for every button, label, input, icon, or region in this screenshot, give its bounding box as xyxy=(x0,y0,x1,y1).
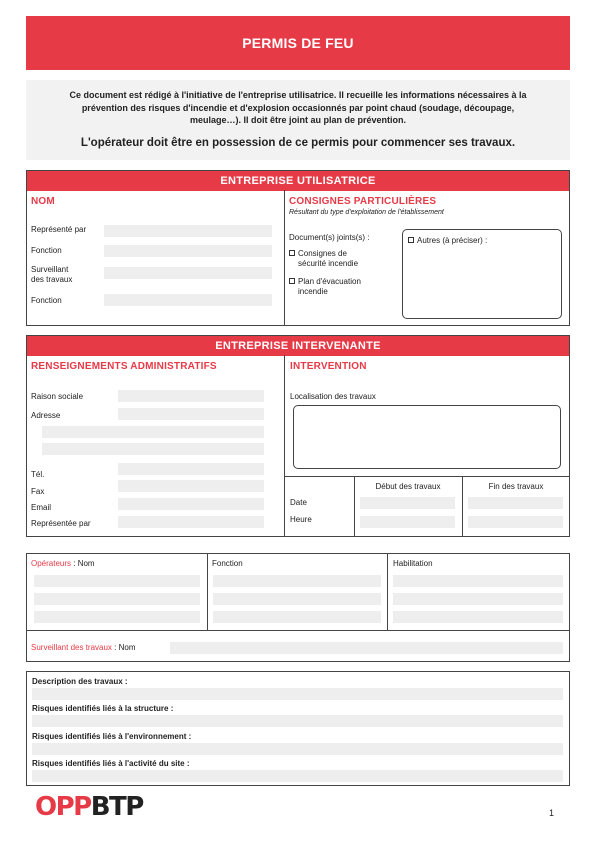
surveillant-label-line1: Surveillant xyxy=(31,265,69,274)
intro-panel xyxy=(26,80,570,160)
localisation-label: Localisation des travaux xyxy=(290,392,376,401)
debut-travaux-header: Début des travaux xyxy=(375,482,441,491)
operateurs-label xyxy=(31,559,95,569)
option-label: Consignes de xyxy=(298,249,347,258)
operateurs-label-red: Opérateurs xyxy=(31,559,72,568)
checkbox-icon[interactable] xyxy=(408,237,414,243)
checkbox-icon[interactable] xyxy=(289,278,295,284)
risque-structure-label: Risques identifiés liés à la structure : xyxy=(32,704,174,713)
intro-text: Ce document est rédigé à l'initiative de l'entreprise utilisatrice. Il recueille les informations nécessaires à la prévention des risques d'incendie et d'explosion occasionnés par point chaud (soudage, découpage, meulage…). Il doit être joint au plan de prévention. xyxy=(69,90,527,125)
surveillant-label-red: Surveillant des travaux xyxy=(31,643,112,652)
risque-structure-field[interactable] xyxy=(32,715,563,727)
adresse-label: Adresse xyxy=(31,411,61,420)
email-label: Email xyxy=(31,503,52,512)
date-label: Date xyxy=(290,498,307,507)
entreprise-utilisatrice-header: ENTREPRISE UTILISATRICE xyxy=(27,171,569,191)
localisation-box[interactable] xyxy=(293,405,561,469)
fonction-label: Fonction xyxy=(31,246,62,255)
adresse-field[interactable] xyxy=(118,408,264,420)
risque-environnement-field[interactable] xyxy=(32,743,563,755)
page-number: 1 xyxy=(549,808,555,818)
oppbtp-logo xyxy=(35,792,143,822)
email-field[interactable] xyxy=(118,498,264,510)
consignes-subtitle: Résultant du type d'exploitation de l'établissement xyxy=(289,209,444,216)
option-label: Autres (à préciser) : xyxy=(417,236,488,245)
operateur-habilitation-field[interactable] xyxy=(393,611,563,623)
divider xyxy=(284,355,285,537)
risque-site-label: Risques identifiés liés à l'activité du site : xyxy=(32,759,190,768)
surveillant-label xyxy=(31,643,136,653)
risque-site-field[interactable] xyxy=(32,770,563,782)
fonction-label: Fonction xyxy=(31,296,62,305)
operateurs-label-nom: : Nom xyxy=(71,559,95,568)
representee-field[interactable] xyxy=(118,516,264,528)
description-label: Description des travaux : xyxy=(32,677,128,686)
intervention-title: INTERVENTION xyxy=(290,361,367,372)
admin-title: RENSEIGNEMENTS ADMINISTRATIFS xyxy=(31,361,217,372)
heure-label: Heure xyxy=(290,515,312,524)
plan-evacuation-option[interactable] xyxy=(289,277,361,287)
autres-option[interactable] xyxy=(408,236,487,246)
operateur-nom-field[interactable] xyxy=(34,575,200,587)
divider xyxy=(284,476,570,477)
operateur-habilitation-field[interactable] xyxy=(393,575,563,587)
represente-label: Représenté par xyxy=(31,225,87,234)
raison-sociale-label: Raison sociale xyxy=(31,392,84,401)
fin-heure-field[interactable] xyxy=(468,516,563,528)
description-field[interactable] xyxy=(32,688,563,700)
entreprise-intervenante-header: ENTREPRISE INTERVENANTE xyxy=(27,336,569,356)
adresse-field[interactable] xyxy=(42,443,264,455)
debut-date-field[interactable] xyxy=(360,497,455,509)
surveillant-label-line2: des travaux xyxy=(31,275,73,284)
surveillant-label-nom: : Nom xyxy=(111,643,136,652)
fin-date-field[interactable] xyxy=(468,497,563,509)
checkbox-icon[interactable] xyxy=(289,250,295,256)
logo-opp: OPP xyxy=(35,792,91,822)
fin-travaux-header: Fin des travaux xyxy=(488,482,544,491)
consignes-title: CONSIGNES PARTICULIÈRES xyxy=(289,196,437,207)
raison-sociale-field[interactable] xyxy=(118,390,264,402)
surveillant-field[interactable] xyxy=(104,267,272,279)
debut-heure-field[interactable] xyxy=(360,516,455,528)
logo-btp: BTP xyxy=(90,792,143,822)
divider xyxy=(207,553,208,630)
represente-field[interactable] xyxy=(104,225,272,237)
habilitation-column-header: Habilitation xyxy=(393,559,433,568)
fonction-field[interactable] xyxy=(104,245,272,257)
surveillant-nom-field[interactable] xyxy=(170,642,563,654)
option-label-line2: sécurité incendie xyxy=(298,259,359,268)
tel-field[interactable] xyxy=(118,463,264,475)
fax-label: Fax xyxy=(31,487,45,496)
operateur-nom-field[interactable] xyxy=(34,611,200,623)
fonction-field[interactable] xyxy=(104,294,272,306)
fonction-column-header: Fonction xyxy=(212,559,243,568)
fax-field[interactable] xyxy=(118,480,264,492)
risque-environnement-label: Risques identifiés liés à l'environnement : xyxy=(32,732,192,741)
representee-label: Représentée par xyxy=(31,519,91,528)
tel-label: Tél. xyxy=(31,470,45,479)
documents-label: Document(s) joints(s) : xyxy=(289,233,370,242)
page-title: PERMIS DE FEU xyxy=(26,16,570,70)
operateur-fonction-field[interactable] xyxy=(213,575,381,587)
divider xyxy=(26,630,570,631)
option-label: Plan d'évacuation xyxy=(298,277,361,286)
divider xyxy=(284,190,285,326)
divider xyxy=(387,553,388,630)
operateur-nom-field[interactable] xyxy=(34,593,200,605)
consignes-securite-option[interactable] xyxy=(289,249,347,259)
option-label-line2: incendie xyxy=(298,287,328,296)
operateur-habilitation-field[interactable] xyxy=(393,593,563,605)
adresse-field[interactable] xyxy=(42,426,264,438)
intro-notice: L'opérateur doit être en possession de ce permis pour commencer ses travaux. xyxy=(80,136,516,149)
nom-title: NOM xyxy=(31,196,55,207)
operateur-fonction-field[interactable] xyxy=(213,593,381,605)
operateur-fonction-field[interactable] xyxy=(213,611,381,623)
